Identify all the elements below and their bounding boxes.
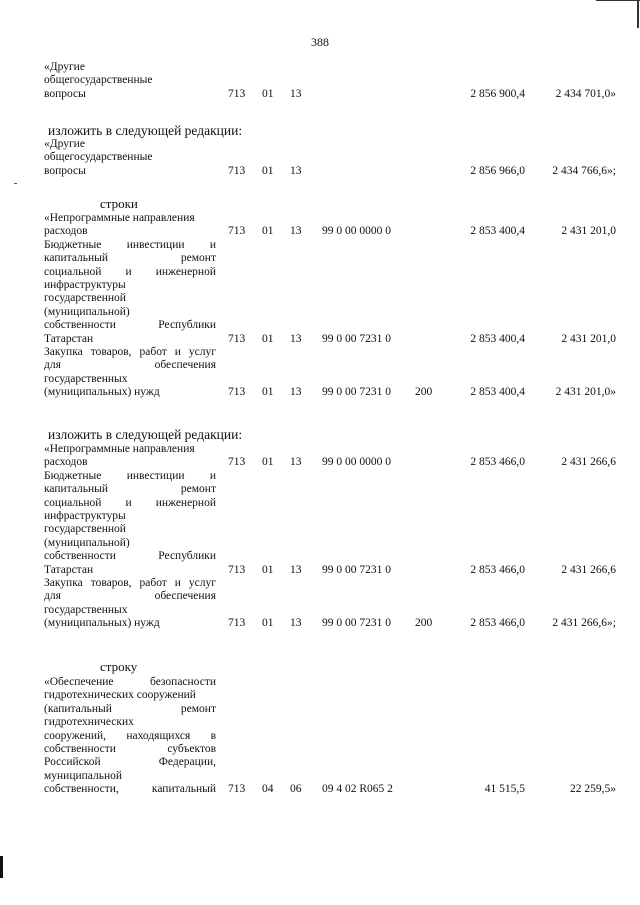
rz-code: 01 [262,332,274,345]
desc-line: инфраструктуры [44,510,126,523]
sum-year-2: 2 434 701,0» [555,87,616,100]
pr-code: 13 [290,332,302,345]
ved-code: 713 [228,617,246,630]
rz-code: 01 [262,87,274,100]
block-3 [0,443,640,631]
sum-year-1: 2 853 466,0 [470,456,525,469]
desc-line: «Обеспечение безопасности [44,676,216,688]
csr-code: 99 0 00 0000 0 [322,225,391,238]
desc-line: для обеспечения [44,359,216,372]
desc-line: (муниципальных) нужд [44,386,160,399]
sum-year-1: 41 515,5 [484,783,525,796]
desc-line: Закупка товаров, работ и услуг [44,346,216,359]
table-row [0,443,640,470]
desc-line: Татарстан [44,563,94,576]
csr-code: 99 0 00 7231 0 [322,332,391,345]
scan-dot [14,183,17,184]
desc-line: собственности Республики [44,319,216,332]
ved-code: 713 [228,332,246,345]
desc-line: (капитальный ремонт [44,702,216,715]
desc-line: государственных [44,603,128,616]
section-heading: изложить в следующей редакции: [48,427,243,442]
desc-line: вопросы [44,164,86,177]
block-2 [0,212,640,400]
table-row [0,61,640,101]
desc-line: (муниципальной) [44,536,130,549]
sum-year-2: 2 434 766,6»; [552,164,616,177]
sum-year-2: 2 431 201,0 [561,225,616,238]
ved-code: 713 [228,164,246,177]
block-1 [0,138,640,178]
desc-line: инфраструктуры [44,279,126,292]
desc-line: капитальный ремонт [44,483,216,496]
rz-code: 04 [262,783,274,796]
desc-line: расходов [44,225,88,238]
desc-line: собственности Республики [44,550,216,563]
table-row [0,676,640,797]
sum-year-2: 22 259,5» [570,783,616,796]
rz-code: 01 [262,225,274,238]
page-number: 388 [311,35,329,49]
rz-code: 01 [262,617,274,630]
desc-line: Закупка товаров, работ и услуг [44,577,216,590]
ved-code: 713 [228,87,246,100]
table-row [0,138,640,178]
table-row [0,577,640,631]
sum-year-1: 2 853 400,4 [470,225,525,238]
desc-line: Российской Федерации, [44,756,216,769]
desc-line: государственной [44,523,126,536]
pr-code: 13 [290,563,302,576]
desc-line: для обеспечения [44,590,216,603]
pr-code: 13 [290,87,302,100]
desc-line: Бюджетные инвестиции и [44,469,216,482]
desc-line: «Непрограммные направления [44,212,195,224]
sum-year-2: 2 431 266,6 [561,563,616,576]
sum-year-1: 2 853 400,4 [470,386,525,399]
sum-year-2: 2 431 201,0» [555,386,616,399]
desc-line: собственности, капитальный [44,783,216,796]
desc-line: «Другие [44,61,85,73]
ved-code: 713 [228,783,246,796]
desc-line: социальной и инженерной [44,496,216,509]
row-description [44,676,216,797]
sum-year-1: 2 856 966,0 [470,164,525,177]
scan-mark-top [596,0,640,1]
table-row [0,470,640,577]
desc-line: сооружений, находящихся в [44,729,216,742]
desc-line: вопросы [44,87,86,100]
csr-code: 99 0 00 7231 0 [322,617,391,630]
sum-year-1: 2 853 466,0 [470,617,525,630]
row-description [44,212,216,239]
ved-code: 713 [228,386,246,399]
desc-line: государственной [44,292,126,305]
table-row [0,239,640,346]
csr-code: 09 4 02 R065 2 [322,783,393,796]
section-heading: строку [100,659,138,674]
row-description [44,239,216,346]
scan-mark-left-edge [0,856,3,878]
sum-year-1: 2 853 466,0 [470,563,525,576]
rz-code: 01 [262,386,274,399]
csr-code: 99 0 00 7231 0 [322,386,391,399]
desc-line: гидротехнических [44,716,134,729]
pr-code: 13 [290,164,302,177]
pr-code: 13 [290,225,302,238]
desc-line: капитальный ремонт [44,252,216,265]
pr-code: 13 [290,617,302,630]
sum-year-2: 2 431 266,6»; [552,617,616,630]
table-row [0,346,640,400]
section-heading: строки [100,196,138,211]
sum-year-1: 2 856 900,4 [470,87,525,100]
rz-code: 01 [262,164,274,177]
sum-year-2: 2 431 201,0 [561,332,616,345]
csr-code: 99 0 00 0000 0 [322,456,391,469]
desc-line: Татарстан [44,332,94,345]
desc-line: расходов [44,456,88,469]
row-description [44,443,216,470]
csr-code: 99 0 00 7231 0 [322,563,391,576]
block-0 [0,61,640,101]
rz-code: 01 [262,456,274,469]
row-description [44,61,216,101]
desc-line: (муниципальных) нужд [44,617,160,630]
row-description [44,346,216,400]
desc-line: (муниципальной) [44,305,130,318]
sum-year-2: 2 431 266,6 [561,456,616,469]
vr-code: 200 [415,386,433,399]
ved-code: 713 [228,225,246,238]
table-row [0,212,640,239]
desc-line: «Непрограммные направления [44,443,195,455]
desc-line: Бюджетные инвестиции и [44,238,216,251]
ved-code: 713 [228,456,246,469]
row-description [44,577,216,631]
pr-code: 13 [290,456,302,469]
rz-code: 01 [262,563,274,576]
pr-code: 06 [290,783,302,796]
scan-mark-right [637,0,639,28]
desc-line: общегосударственные [44,74,153,87]
desc-line: гидротехнических сооружений [44,689,196,702]
desc-line: муниципальной [44,769,123,782]
vr-code: 200 [415,617,433,630]
ved-code: 713 [228,563,246,576]
pr-code: 13 [290,386,302,399]
desc-line: социальной и инженерной [44,265,216,278]
row-description [44,470,216,577]
row-description [44,138,216,178]
sum-year-1: 2 853 400,4 [470,332,525,345]
desc-line: государственных [44,372,128,385]
desc-line: собственности субъектов [44,743,216,756]
section-heading: изложить в следующей редакции: [48,123,243,138]
desc-line: «Другие [44,138,85,150]
block-4 [0,676,640,797]
desc-line: общегосударственные [44,151,153,164]
